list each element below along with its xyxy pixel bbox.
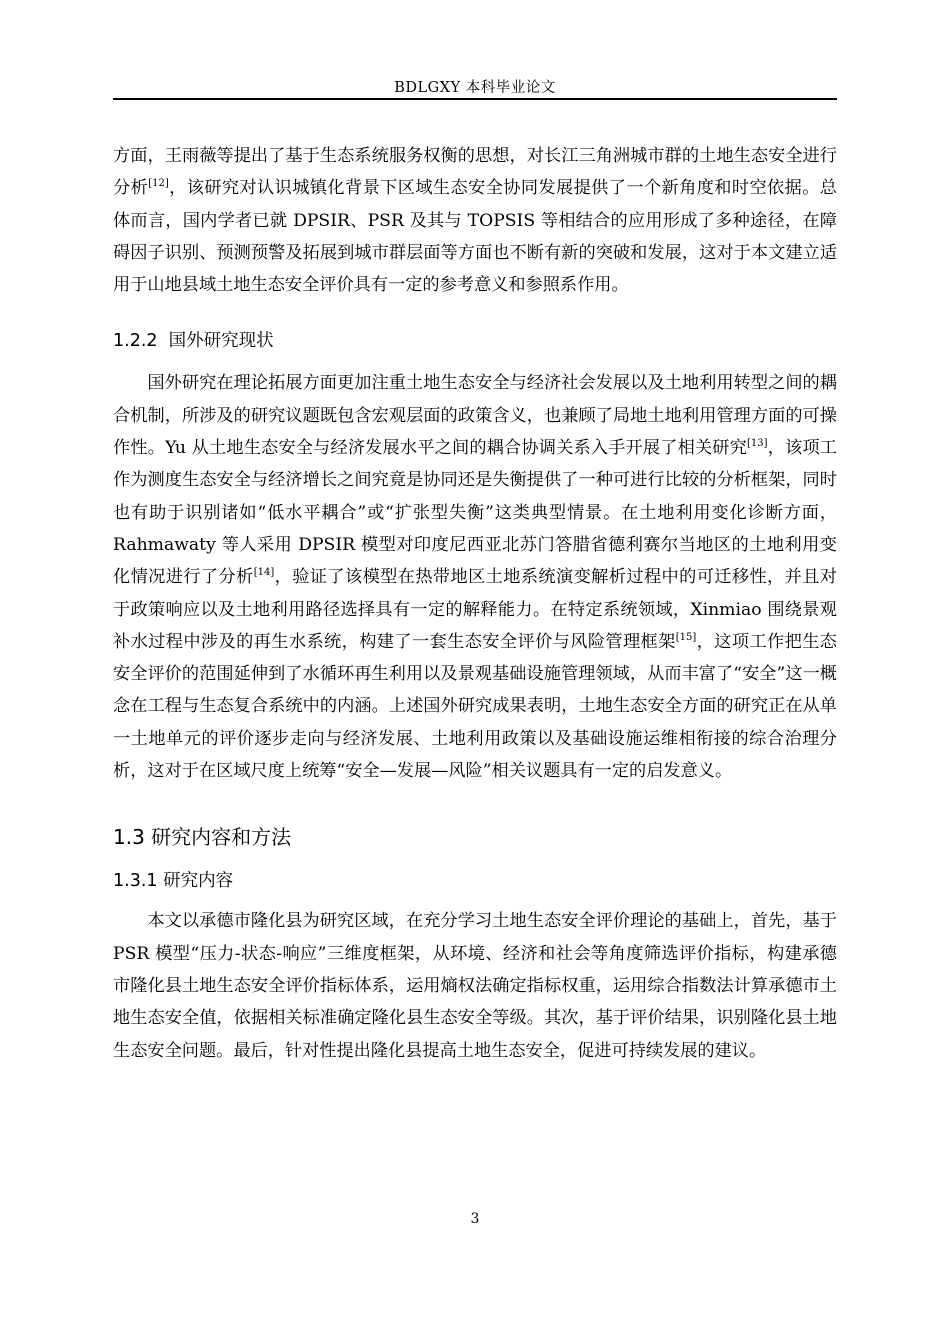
running-header: BDLGXY 本科毕业论文 xyxy=(394,80,556,96)
paragraph-foreign-research xyxy=(113,367,837,787)
paragraph-text: ，验证了该模型在热带地区土地系统演变解析过程中的可迁移性，并且对于政策响应以及土地利用路径选择具有一定的解释能力。在特定系统领域，Xinmiao 围绕景观补水过程中涉及的再生水系统，构建了一套生态安全评价与风险管理框架 xyxy=(113,567,837,652)
paragraph-text: 方面，王雨薇等提出了基于生态系统服务权衡的思想，对长江三角洲城市群的土地生态安全进行分析 xyxy=(113,146,837,199)
citation-14: [14] xyxy=(253,567,275,579)
section-heading-1-2-2 xyxy=(113,329,837,353)
section-title: 国外研究现状 xyxy=(168,331,274,352)
page-body xyxy=(113,140,837,1067)
paragraph-text: ，这项工作把生态安全评价的范围延伸到了水循环再生利用以及景观基础设施管理领域，从而丰富了“安全”这一概念在工程与生态复合系统中的内涵。上述国外研究成果表明，土地生态安全方面的研究正在从单一土地单元的评价逐步走向与经济发展、土地利用政策以及基础设施运维相衔接的综合治理分析，这对于在区域尺度上统筹“安全—发展—风险”相关议题具有一定的启发意义。 xyxy=(113,631,837,782)
paragraph-research-content: 本文以承德市隆化县为研究区域，在充分学习土地生态安全评价理论的基础上，首先，基于 PSR 模型“压力-状态-响应”三维度框架，从环境、经济和社会等角度筛选评价指标，构建承德市隆化县土地生态安全评价指标体系，运用熵权法确定指标权重，运用综合指数法计算承德市土地生态安全值，依据相关标准确定隆化县生态安全等级。其次，基于评价结果，识别隆化县土地生态安全问题。最后，针对性提出隆化县提高土地生态安全，促进可持续发展的建议。 xyxy=(113,911,837,1061)
citation-12: [12] xyxy=(148,178,169,190)
section-number: 1.2.2 xyxy=(113,331,158,352)
section-heading-1-3-1: 1.3.1 研究内容 xyxy=(113,871,234,892)
header-rule xyxy=(113,98,837,100)
citation-13: [13] xyxy=(747,438,768,450)
section-heading-1-3: 1.3 研究内容和方法 xyxy=(113,825,292,850)
page-number: 3 xyxy=(470,1211,480,1227)
paragraph-text: ，该项工作为测度生态安全与经济增长之间究竟是协同还是失衡提供了一种可进行比较的分析框架，同时也有助于识别诸如“低水平耦合”或“扩张型失衡”这类典型情景。在土地利用变化诊断方面，Rahmawaty 等人采用 DPSIR 模型对印度尼西亚北苏门答腊省德利赛尔当地区的土地利用变化情况进行了分析 xyxy=(113,438,837,588)
paragraph-text: 国外研究在理论拓展方面更加注重土地生态安全与经济社会发展以及土地利用转型之间的耦合机制，所涉及的研究议题既包含宏观层面的政策含义，也兼顾了局地土地利用管理方面的可操作性。Yu 从土地生态安全与经济发展水平之间的耦合协调关系入手开展了相关研究 xyxy=(113,373,837,459)
citation-15: [15] xyxy=(675,631,697,643)
paragraph-domestic-summary xyxy=(113,140,837,301)
paragraph-text: ，该研究对认识城镇化背景下区域生态安全协同发展提供了一个新角度和时空依据。总体而言，国内学者已就 DPSIR、PSR 及其与 TOPSIS 等相结合的应用形成了多种途径，在障碍因子识别、预测预警及拓展到城市群层面等方面也不断有新的突破和发展，这对于本文建立适用于山地县域土地生态安全评价具有一定的参考意义和参照系作用。 xyxy=(113,178,837,296)
